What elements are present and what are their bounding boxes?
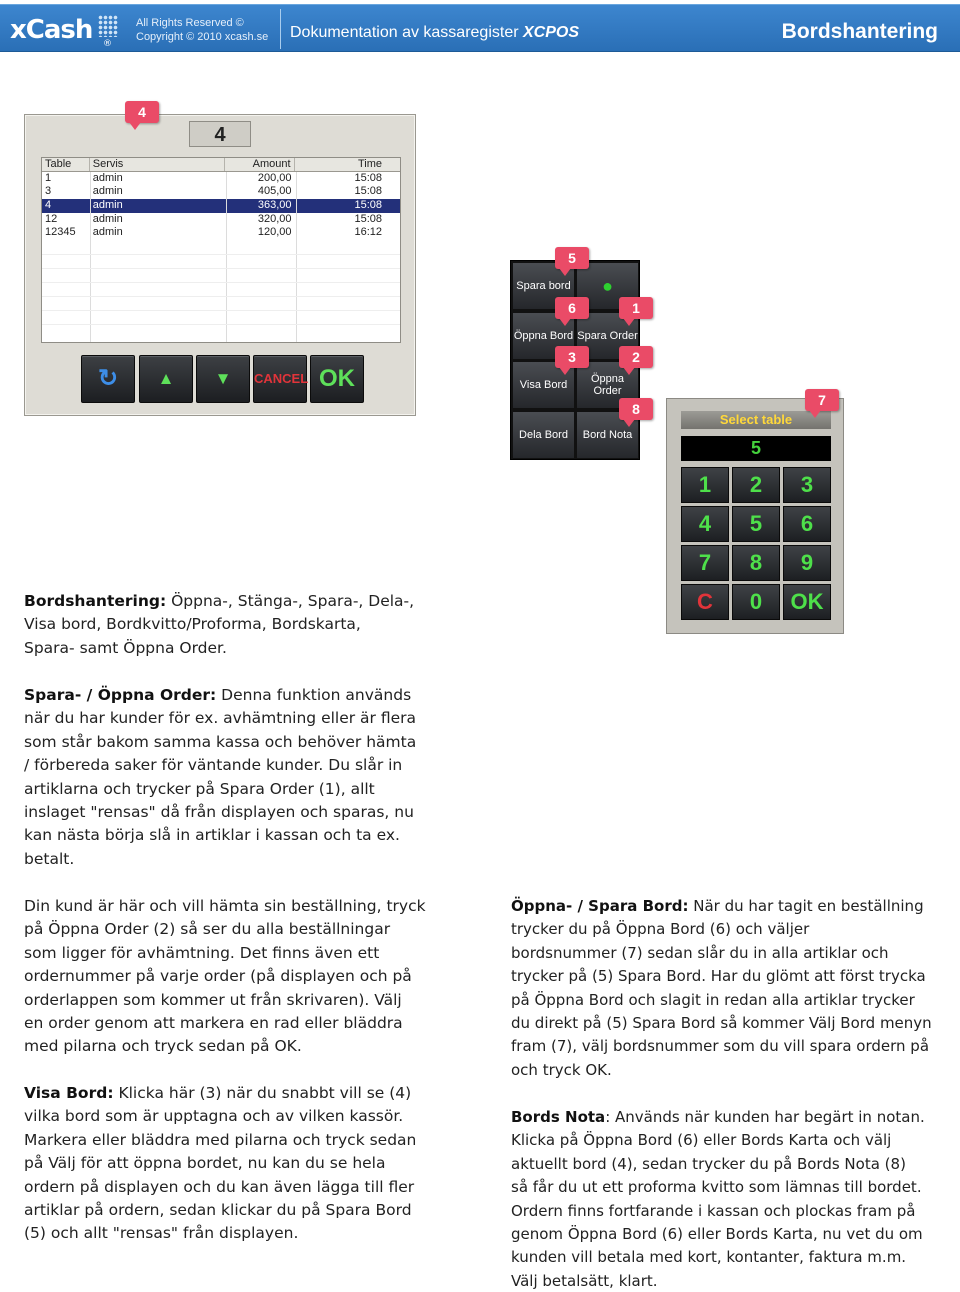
cell-time: 15:08 bbox=[354, 199, 382, 212]
document-product: XCPOS bbox=[523, 24, 580, 41]
spara-order-button[interactable]: Spara Order bbox=[576, 312, 639, 360]
text-line: Spara- samt Öppna Order. bbox=[24, 638, 227, 657]
column-divider bbox=[90, 172, 91, 342]
row-divider bbox=[42, 310, 400, 311]
marker-2: 2 bbox=[619, 346, 653, 368]
refresh-button[interactable]: ↻ bbox=[81, 355, 135, 403]
visa-bord-text: Klicka här (3) när du snabbt vill se (4) bbox=[113, 1084, 412, 1102]
table-row-selected[interactable] bbox=[42, 199, 400, 213]
key-2[interactable]: 2 bbox=[732, 467, 780, 503]
table-header bbox=[42, 158, 400, 172]
cell-amount: 200,00 bbox=[257, 171, 292, 184]
col-servis: Servis bbox=[90, 158, 225, 171]
cell-table: 4 bbox=[45, 199, 52, 212]
text-line bbox=[24, 1082, 484, 1105]
oppna-order-button[interactable]: Öppna Order bbox=[576, 361, 639, 409]
row-divider bbox=[42, 268, 400, 269]
text-line: ordernummer på varje order (på displayen och på bbox=[24, 967, 412, 986]
text-line: fram (7), välj bordsnummer som du vill spara ordern på bbox=[511, 1037, 930, 1056]
text-line: på Öppna Order (2) så ser du alla beställningar bbox=[24, 920, 391, 939]
ok-key[interactable]: OK bbox=[783, 584, 831, 620]
text-line: (5) och allt "rensas" från displayen. bbox=[24, 1224, 299, 1243]
key-3[interactable]: 3 bbox=[783, 467, 831, 503]
cell-table: 12 bbox=[45, 212, 58, 225]
text-line: trycker på (5) Spara Bord. Har du glömt att först trycka bbox=[511, 967, 926, 986]
order-paragraph bbox=[24, 684, 464, 871]
text-line: kan nästa börja slå in artiklar i kassan och ta ex. bbox=[24, 826, 400, 845]
table-number-display: 4 bbox=[189, 121, 251, 147]
key-5[interactable]: 5 bbox=[732, 506, 780, 542]
intro-text: Öppna-, Stänga-, Spara-, Dela-, bbox=[166, 592, 415, 610]
page-header bbox=[0, 4, 960, 52]
text-line: inslaget "rensas" då från displayen och sparas, nu bbox=[24, 803, 414, 822]
bords-nota-heading: Bords Nota bbox=[511, 1108, 606, 1126]
text-line: betalt. bbox=[24, 849, 75, 868]
select-table-keypad bbox=[666, 398, 844, 634]
table-row[interactable] bbox=[42, 226, 400, 240]
text-line: orderlappen som kommer ut från skrivaren). Välj bbox=[24, 990, 402, 1009]
text-line: när du har kunder för ex. avhämtning eller är flera bbox=[24, 709, 417, 728]
table-row[interactable] bbox=[42, 172, 400, 186]
row-divider bbox=[42, 296, 400, 297]
column-divider bbox=[226, 172, 227, 342]
intro-paragraph bbox=[24, 590, 464, 660]
text-line: på Öppna Bord och slagit in redan alla artiklar trycker bbox=[511, 990, 915, 1009]
select-table-title: Select table bbox=[681, 411, 831, 429]
cell-amount: 120,00 bbox=[257, 226, 292, 239]
marker-7: 7 bbox=[805, 389, 839, 411]
intro-heading: Bordshantering: bbox=[24, 592, 167, 610]
table-row[interactable] bbox=[42, 213, 400, 227]
oppna-bord-button[interactable]: Öppna Bord bbox=[512, 312, 575, 360]
marker-1: 1 bbox=[619, 297, 653, 319]
clear-key[interactable]: C bbox=[681, 584, 729, 620]
document-title bbox=[290, 24, 579, 42]
scroll-up-button[interactable]: ▲ bbox=[139, 355, 193, 403]
cell-servis: admin bbox=[92, 185, 123, 198]
tables-list bbox=[41, 157, 401, 343]
key-7[interactable]: 7 bbox=[681, 545, 729, 581]
text-line: Din kund är här och vill hämta sin beställning, tryck bbox=[24, 897, 426, 915]
visa-bord-paragraph bbox=[24, 1082, 484, 1246]
bord-nota-button[interactable]: Bord Nota bbox=[576, 411, 639, 459]
row-divider bbox=[42, 324, 400, 325]
marker-5: 5 bbox=[555, 247, 589, 269]
spara-bord-text: När du har tagit en beställning bbox=[688, 897, 924, 915]
text-line: artiklarna och trycker på Spara Order (1), allt bbox=[24, 779, 375, 798]
cancel-button[interactable]: CANCEL bbox=[253, 355, 307, 403]
cell-amount: 363,00 bbox=[257, 199, 292, 212]
text-line bbox=[24, 684, 464, 707]
scroll-down-button[interactable]: ▼ bbox=[196, 355, 250, 403]
col-amount: Amount bbox=[225, 158, 295, 171]
text-line bbox=[511, 895, 951, 918]
document-title-prefix: Dokumentation av kassaregister bbox=[290, 24, 523, 41]
col-time: Time bbox=[357, 158, 382, 170]
table-row[interactable] bbox=[42, 185, 400, 199]
cell-time: 15:08 bbox=[354, 171, 382, 184]
bords-nota-paragraph bbox=[511, 1106, 951, 1292]
cell-servis: admin bbox=[92, 171, 123, 184]
text-line: trycker du på Öppna Bord (6) och väljer bbox=[511, 920, 810, 939]
registered-mark: ® bbox=[103, 39, 112, 49]
status-dot-icon: ● bbox=[576, 262, 639, 310]
text-line: Markera eller bläddra med pilarna och tryck sedan bbox=[24, 1130, 417, 1149]
cell-time: 15:08 bbox=[354, 185, 382, 198]
text-line: så får du ut ett proforma kvitto som lämnas till bordet. bbox=[511, 1178, 922, 1197]
logo-dots-icon bbox=[98, 15, 118, 37]
key-4[interactable]: 4 bbox=[681, 506, 729, 542]
key-1[interactable]: 1 bbox=[681, 467, 729, 503]
copyright-block bbox=[136, 16, 268, 44]
row-divider bbox=[42, 282, 400, 283]
text-line: bordsnummer (7) sedan slår du in alla artiklar och bbox=[511, 943, 889, 962]
cell-time: 16:12 bbox=[354, 226, 382, 239]
text-line: Visa bord, Bordkvitto/Proforma, Bordskarta, bbox=[24, 615, 361, 634]
key-0[interactable]: 0 bbox=[732, 584, 780, 620]
spara-bord-paragraph bbox=[511, 895, 951, 1082]
section-title: Bordshantering bbox=[781, 20, 938, 43]
visa-bord-button[interactable]: Visa Bord bbox=[512, 361, 575, 409]
cell-servis: admin bbox=[92, 226, 123, 239]
pos-table-screen bbox=[24, 114, 416, 416]
key-8[interactable]: 8 bbox=[732, 545, 780, 581]
marker-6: 6 bbox=[555, 297, 589, 319]
text-line: med pilarna och tryck sedan på OK. bbox=[24, 1037, 302, 1056]
ok-button[interactable]: OK bbox=[310, 355, 364, 403]
marker-4: 4 bbox=[125, 101, 159, 123]
text-line: på Välj för att öppna bordet, nu kan du se hela bbox=[24, 1154, 386, 1173]
visa-bord-heading: Visa Bord: bbox=[24, 1084, 114, 1102]
cell-amount: 405,00 bbox=[257, 185, 292, 198]
text-line: artiklar på ordern, sedan klickar du på Spara Bord bbox=[24, 1201, 412, 1220]
header-divider bbox=[280, 9, 281, 49]
bords-nota-text: : Används när kunden har begärt in notan. bbox=[605, 1108, 925, 1126]
cell-servis: admin bbox=[92, 199, 123, 212]
text-line: och tryck OK. bbox=[511, 1060, 612, 1079]
text-line: som står bakom samma kassa och behöver hämta bbox=[24, 732, 417, 751]
dela-bord-button[interactable]: Dela Bord bbox=[512, 411, 575, 459]
text-line: vilka bord som är upptagna och av vilken kassör. bbox=[24, 1107, 404, 1126]
text-line: aktuellt bord (4), sedan trycker du på Bords Nota (8) bbox=[511, 1154, 906, 1173]
text-line: / förbereda saker för väntande kunder. Du slår in bbox=[24, 756, 403, 775]
cell-servis: admin bbox=[92, 212, 123, 225]
cell-table: 3 bbox=[45, 185, 52, 198]
order-heading: Spara- / Öppna Order: bbox=[24, 686, 217, 704]
column-divider bbox=[296, 172, 297, 342]
key-6[interactable]: 6 bbox=[783, 506, 831, 542]
order-text: Denna funktion används bbox=[216, 686, 412, 704]
spara-bord-button[interactable]: Spara bord bbox=[512, 262, 575, 310]
text-line: Klicka på Öppna Bord (6) eller Bords Karta och välj bbox=[511, 1131, 892, 1150]
text-line: kunden vill betala med kort, kontanter, faktura m.m. bbox=[511, 1248, 907, 1267]
text-line: genom Öppna Bord (6) eller Bords Karta, nu vet du om bbox=[511, 1225, 923, 1244]
text-line bbox=[511, 1106, 951, 1129]
spara-bord-heading: Öppna- / Spara Bord: bbox=[511, 897, 689, 915]
key-9[interactable]: 9 bbox=[783, 545, 831, 581]
cell-table: 1 bbox=[45, 171, 52, 184]
cell-time: 15:08 bbox=[354, 212, 382, 225]
cell-table: 12345 bbox=[45, 226, 76, 239]
select-table-value: 5 bbox=[681, 436, 831, 461]
text-line: som ligger för avhämtning. Det finns även ett bbox=[24, 943, 380, 962]
row-divider bbox=[42, 254, 400, 255]
col-table: Table bbox=[42, 158, 90, 171]
rights-text: All Rights Reserved © bbox=[136, 17, 244, 29]
pickup-paragraph bbox=[24, 895, 484, 1059]
text-line: Välj betalsätt, klart. bbox=[511, 1271, 658, 1290]
text-line: en order genom att markera en rad eller bläddra bbox=[24, 1014, 403, 1033]
marker-3: 3 bbox=[555, 346, 589, 368]
text-line bbox=[24, 590, 464, 613]
text-line: Ordern finns fortfarande i kassan och plockas fram på bbox=[511, 1201, 916, 1220]
brand-logo: xCash bbox=[10, 15, 93, 45]
text-line: du direkt på (5) Spara Bord så kommer Välj Bord menyn bbox=[511, 1014, 932, 1033]
cell-amount: 320,00 bbox=[257, 212, 292, 225]
copyright-text: Copyright © 2010 xcash.se bbox=[136, 31, 269, 43]
marker-8: 8 bbox=[619, 398, 653, 420]
text-line: ordern på displayen och du kan även lägga till fler bbox=[24, 1177, 415, 1196]
